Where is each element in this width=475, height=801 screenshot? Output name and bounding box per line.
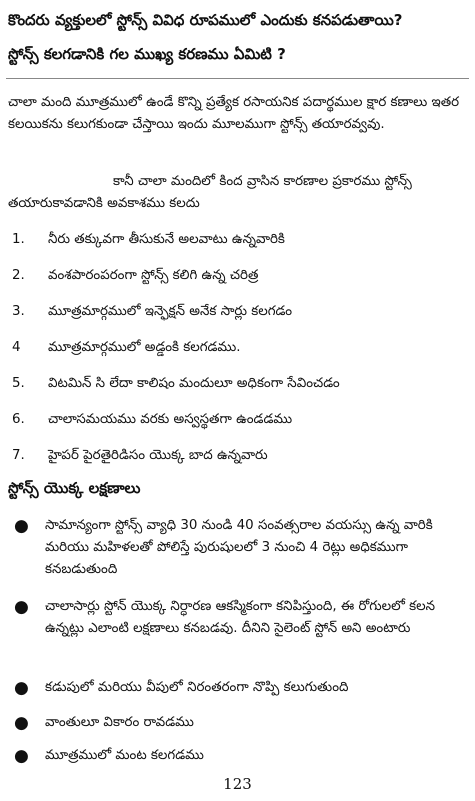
symptoms-heading: స్టోన్స్ యొక్క లక్షణాలు [8,479,141,497]
bullet-icon: ● [14,597,29,617]
bullet-item-text: మూత్రములో మంట కలగడము [45,748,204,763]
bullet-item-text: కడుపులో మరియు వీపులో నిరంతరంగా నొప్పి కలుగుతుంది [45,680,349,695]
bullet-icon: ● [14,746,29,766]
list-item [8,408,467,432]
list-item-text: హైపర్ పైరతైరిడిసం యొక్క బాద ఉన్నవారు [48,448,268,463]
list-item-text: వంశపారంపరంగా స్టోన్స్ కలిగి ఉన్న చరిత్ర [48,268,259,283]
bullet-item-text: చాలాసార్లు స్టోన్ యొక్క నిర్ధారణ ఆకస్మికంగా కనిపిస్తుంది, ఈ రోగులలో కలన ఉన్నట్లు ఎలాంటి లక్షణాలు కనబడవు. దీనిని సైలెంట్ స్టోన్ అని అంటారు [45,599,436,636]
bullet-icon: ● [14,516,29,536]
list-item [8,228,467,252]
list-item [8,372,467,396]
intro-paragraph: చాలా మంది మూత్రములో ఉండే కొన్ని ప్రత్యేక రసాయనిక పదార్థముల క్షార కణాలు ఇతర కలయికను కలుగకుండా చేస్తాయి ఇందు మూలముగా స్టోన్స్ తయారవ్వవు. [8,95,460,132]
list-item-number: 5. [12,376,25,391]
page-number: 123 [223,775,252,793]
section-divider [6,78,469,79]
list-item-text: మూత్రమార్గములో అడ్డంకి కలగడము. [48,340,241,355]
list-item-number: 4 [12,340,21,355]
bullet-item-text: వాంతులూ వికారం రావడము [45,715,194,730]
list-item-number: 6. [12,412,25,427]
list-item [8,336,467,360]
bullet-item [8,515,467,581]
bullet-item [8,596,467,640]
list-item-text: చాలాసమయము వరకు అస్వస్థతగా ఉండడము [48,412,293,427]
list-item-number: 3. [12,304,25,319]
bullet-item-text: సామాన్యంగా స్టోన్స్ వ్యాధి 30 నుండి 40 సంవత్సరాల వయస్సు ఉన్న వారికి మరియు మహిళలతో పోలిస్తే పురుషులలో 3 నుంచి 4 రెట్లు అధికముగా కనబడుతుంది [45,518,433,577]
list-item [8,300,467,324]
list-item-number: 2. [12,268,25,283]
question-heading-causes: స్టోన్స్ కలగడానికి గల ముఖ్య కరణము ఏమిటి ? [8,45,286,63]
list-item [8,444,467,468]
list-item-text: విటమిన్ సి లేదా కాలిషం మందులూ అధికంగా సేవించడం [48,376,340,391]
bullet-item [8,745,467,767]
list-item [8,264,467,288]
bullet-icon: ● [14,713,29,733]
list-item-text: మూత్రమార్గములో ఇన్ఫెక్షన్ అనేక సార్లు కలగడం [48,304,293,319]
bullet-item [8,677,467,699]
reasons-paragraph: కానీ చాలా మందిలో కింద వ్రాసిన కారణాల ప్రకారము స్టోన్స్ తయారుకావడానికి అవకాశము కలదు [8,174,412,211]
list-item-text: నీరు తక్కువగా తీసుకునే అలవాటు ఉన్నవారికి [48,232,285,247]
list-item-number: 7. [12,448,25,463]
bullet-icon: ● [14,678,29,698]
bullet-item [8,712,467,734]
question-heading-forms: కొందరు వ్యక్తులలో స్టోన్స్ వివిధ రూపములో ఎందుకు కనపడుతాయి? [8,11,403,29]
list-item-number: 1. [12,232,25,247]
